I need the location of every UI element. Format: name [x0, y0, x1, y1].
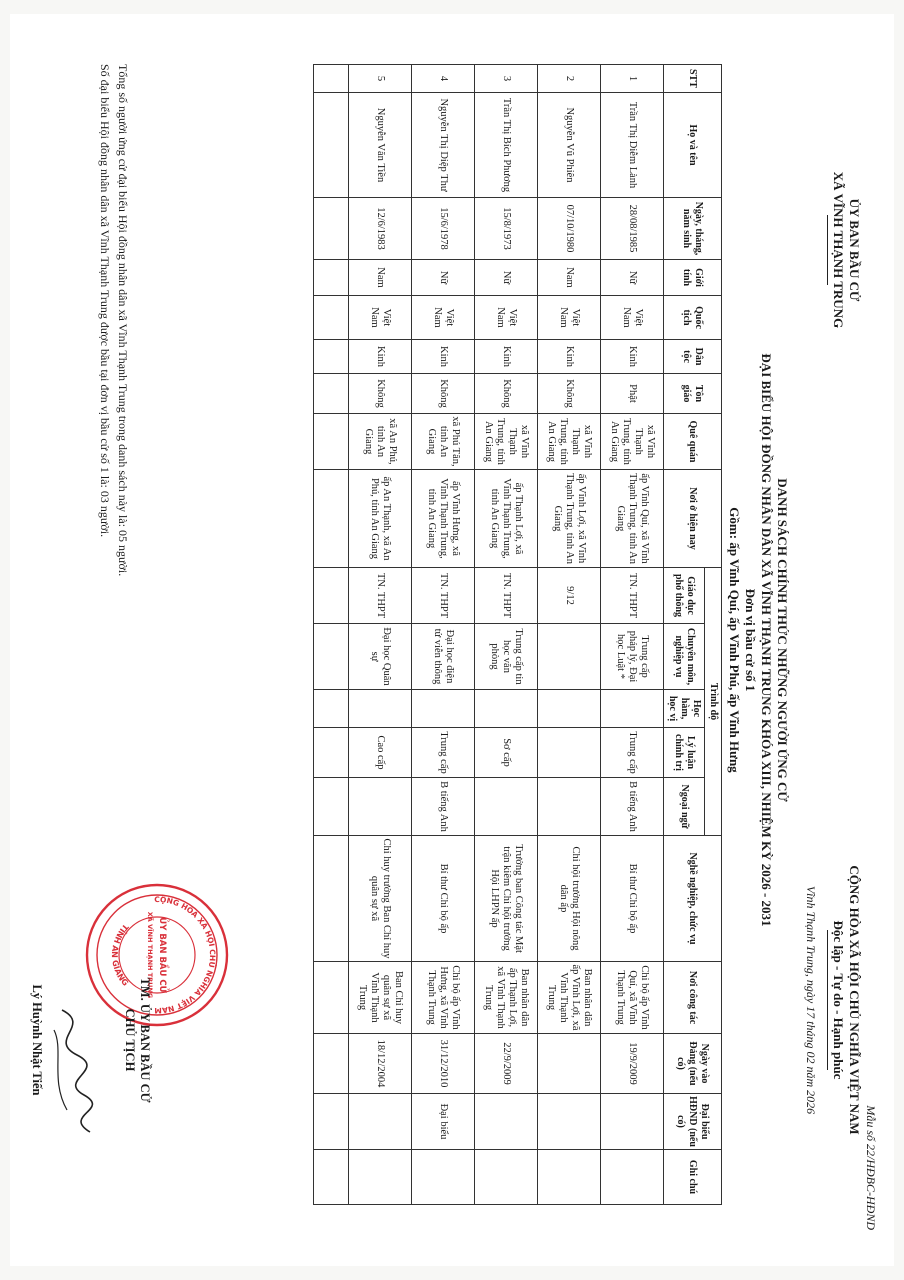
cell-religion: Không [349, 374, 412, 414]
cell-party-date: 31/12/2010 [412, 1034, 475, 1094]
issuer-line-2: XÃ VĨNH THẠNH TRUNG [831, 171, 846, 329]
cell-stt: 2 [538, 65, 601, 93]
cell-language: B tiếng Anh [412, 778, 475, 836]
cell-ethnicity: Kinh [601, 340, 664, 374]
cell-residence: ấp Thạnh Lợi, xã Vĩnh Thạnh Trung, tỉnh An Giang [475, 470, 538, 568]
cell-name: Trần Thị Bích Phương [475, 93, 538, 198]
cell-gender: Nam [538, 260, 601, 296]
cell-nationality: Việt Nam [601, 296, 664, 340]
cell-academic [349, 690, 412, 728]
cell-workplace: Chi bộ ấp Vĩnh Hưng, xã Vĩnh Thạnh Trung [412, 962, 475, 1034]
seal-inner-line-2: XÃ VĨNH THẠNH TRUNG [146, 911, 154, 999]
blank-cell [314, 414, 349, 470]
cell-gender: Nữ [412, 260, 475, 296]
cell-stt: 3 [475, 65, 538, 93]
cell-religion: Không [538, 374, 601, 414]
cell-ethnicity: Kinh [349, 340, 412, 374]
cell-religion: Phật [601, 374, 664, 414]
table-row [475, 65, 538, 1205]
form-number: Mẫu số 22/HĐBC-HĐND [864, 1105, 878, 1230]
cell-residence: ấp Vĩnh Hưng, xã Vĩnh Thạnh Trung, tỉnh An Giang [412, 470, 475, 568]
blank-cell [314, 624, 349, 690]
cell-academic [601, 690, 664, 728]
cell-workplace: Ban Chỉ huy quân sự xã Vĩnh Thạnh Trung [349, 962, 412, 1034]
cell-occupation: Chỉ huy trưởng Ban Chỉ huy quân sự xã [349, 836, 412, 962]
cell-dob: 15/8/1973 [475, 198, 538, 260]
blank-cell [314, 340, 349, 374]
cell-professional: Đại học điện tử viễn thông [412, 624, 475, 690]
blank-cell [314, 728, 349, 778]
cell-language [349, 778, 412, 836]
cell-gender: Nữ [475, 260, 538, 296]
blank-cell [314, 260, 349, 296]
col-stt: STT [664, 65, 722, 93]
cell-language: B tiếng Anh [601, 778, 664, 836]
cell-nationality: Việt Nam [475, 296, 538, 340]
footer-summary [96, 64, 132, 964]
cell-hdnd: Đại biểu [412, 1094, 475, 1150]
issuer-line-1: ỦY BAN BẦU CỬ [847, 198, 862, 302]
cell-gender: Nữ [601, 260, 664, 296]
blank-cell [314, 568, 349, 624]
cell-professional: Trung cấp pháp lý, Đại học Luật * [601, 624, 664, 690]
cell-note [475, 1150, 538, 1205]
cell-hdnd [601, 1094, 664, 1150]
col-language: Ngoại ngữ [664, 778, 705, 836]
col-general-edu: Giáo dục phổ thông [664, 568, 705, 624]
blank-cell [314, 374, 349, 414]
col-party-date: Ngày vào Đảng (nếu có) [664, 1034, 722, 1094]
col-dob: Ngày, tháng, năm sinh [664, 198, 722, 260]
blank-cell [314, 962, 349, 1034]
cell-hometown: xã Vĩnh Thạnh Trung, tỉnh An Giang [538, 414, 601, 470]
cell-dob: 28/08/1985 [601, 198, 664, 260]
blank-cell [314, 1034, 349, 1094]
col-ethnicity: Dân tộc [664, 340, 722, 374]
cell-name: Trần Thị Diễm Lành [601, 93, 664, 198]
cell-general-edu: TN. THPT [412, 568, 475, 624]
cell-party-date [538, 1034, 601, 1094]
cell-general-edu: TN. THPT [475, 568, 538, 624]
cell-political: Trung cấp [601, 728, 664, 778]
cell-residence: ấp Vĩnh Quí, xã Vĩnh Thạnh Trung, tỉnh An Giang [601, 470, 664, 568]
seal-inner-line-1: ỦY BAN BẦU CỬ [157, 917, 167, 993]
cell-academic [538, 690, 601, 728]
sign-title: CHỦ TỊCH [123, 1008, 137, 1072]
cell-ethnicity: Kinh [412, 340, 475, 374]
issuer-header [827, 120, 862, 380]
title-line-2: ĐẠI BIỂU HỘI ĐỒNG NHÂN DÂN XÃ VĨNH THẠNH TRUNG KHÓA XIII, NHIỆM KỲ 2026 - 2031 [759, 353, 774, 927]
cell-professional [538, 624, 601, 690]
blank-cell [314, 1094, 349, 1150]
title-line-1: DANH SÁCH CHÍNH THỨC NHỮNG NGƯỜI ỨNG CỬ [775, 478, 790, 802]
blank-cell [314, 1150, 349, 1205]
seal-province-text: TỈNH AN GIANG [109, 922, 131, 988]
cell-dob: 07/10/1980 [538, 198, 601, 260]
cell-name: Nguyễn Thị Diệp Thư [412, 93, 475, 198]
cell-hdnd [475, 1094, 538, 1150]
issuer-underline [827, 215, 828, 285]
candidate-table-wrap [313, 64, 722, 1204]
table-row-blank [314, 65, 349, 1205]
cell-hometown: xã Phú Tân, tỉnh An Giang [412, 414, 475, 470]
blank-cell [314, 296, 349, 340]
cell-political: Trung cấp [412, 728, 475, 778]
col-hdnd: Đại biểu HĐND (nếu có) [664, 1094, 722, 1150]
col-religion: Tôn giáo [664, 374, 722, 414]
cell-academic [475, 690, 538, 728]
cell-nationality: Việt Nam [538, 296, 601, 340]
blank-cell [314, 93, 349, 198]
sign-organization: TM. ỦY BAN BẦU CỬ [138, 977, 152, 1103]
cell-stt: 4 [412, 65, 475, 93]
national-motto: Độc lập - Tự do - Hạnh phúc [831, 920, 846, 1080]
cell-general-edu: TN. THPT [349, 568, 412, 624]
cell-occupation: Bí thư Chi bộ ấp [412, 836, 475, 962]
candidate-table [313, 64, 722, 1205]
cell-workplace: Ban nhân dân ấp Vĩnh Lợi, xã Vĩnh Thạnh Trung [538, 962, 601, 1034]
cell-occupation: Bí thư Chi bộ ấp [601, 836, 664, 962]
col-education-group: Trình độ [705, 568, 722, 836]
national-header [827, 800, 862, 1200]
cell-note [349, 1150, 412, 1205]
cell-nationality: Việt Nam [412, 296, 475, 340]
cell-language [475, 778, 538, 836]
cell-academic [412, 690, 475, 728]
footer-total: Tổng số người ứng cử đại biểu Hội đồng nhân dân xã Vĩnh Thạnh Trung trong danh sách này là: 05 người. [116, 64, 130, 577]
cell-name: Nguyễn Vũ Phiên [538, 93, 601, 198]
electoral-unit: Đơn vị bầu cử số 1 [743, 588, 758, 692]
blank-cell [314, 778, 349, 836]
cell-general-edu: 9/12 [538, 568, 601, 624]
cell-political [538, 728, 601, 778]
date-line: Vĩnh Thạnh Trung, ngày 17 tháng 02 năm 2026 [804, 885, 818, 1115]
cell-professional: Trung cấp tin học văn phòng [475, 624, 538, 690]
cell-nationality: Việt Nam [349, 296, 412, 340]
col-note: Ghi chú [664, 1150, 722, 1205]
col-gender: Giới tính [664, 260, 722, 296]
col-nationality: Quốc tịch [664, 296, 722, 340]
seal-outer-text: CỘNG HÒA XÃ HỘI CHỦ NGHĨA VIỆT NAM [154, 894, 218, 1016]
cell-language [538, 778, 601, 836]
col-occupation: Nghề nghiệp, chức vụ [664, 836, 722, 962]
cell-religion: Không [412, 374, 475, 414]
cell-stt: 1 [601, 65, 664, 93]
cell-occupation: Chi hội trưởng Hội nông dân ấp [538, 836, 601, 962]
blank-cell [314, 65, 349, 93]
motto-underline [827, 930, 828, 1070]
col-political: Lý luận chính trị [664, 728, 705, 778]
cell-gender: Nam [349, 260, 412, 296]
cell-dob: 15/6/1978 [412, 198, 475, 260]
national-title: CỘNG HÒA XÃ HỘI CHỦ NGHĨA VIỆT NAM [847, 865, 862, 1135]
cell-ethnicity: Kinh [475, 340, 538, 374]
cell-hometown: xã Vĩnh Thạnh Trung, tỉnh An Giang [601, 414, 664, 470]
cell-name: Nguyễn Văn Tiền [349, 93, 412, 198]
cell-stt: 5 [349, 65, 412, 93]
cell-professional: Đại học Quân sự [349, 624, 412, 690]
cell-political: Cao cấp [349, 728, 412, 778]
unit-includes: Gồm: ấp Vĩnh Quí, ấp Vĩnh Phú, ấp Vĩnh Hưng [727, 507, 742, 773]
signature-block [29, 900, 152, 1180]
rotated-document [30, 40, 878, 1240]
cell-note [538, 1150, 601, 1205]
cell-hdnd [538, 1094, 601, 1150]
blank-cell [314, 198, 349, 260]
cell-religion: Không [475, 374, 538, 414]
signature-space [44, 900, 122, 1180]
table-row [412, 65, 475, 1205]
cell-party-date: 18/12/2004 [349, 1034, 412, 1094]
cell-occupation: Trưởng ban Công tác Mặt trận kiêm Chi hội trưởng Hội LHPN ấp [475, 836, 538, 962]
cell-general-edu: TN. THPT [601, 568, 664, 624]
cell-workplace: Chi bộ ấp Vĩnh Quí, xã Vĩnh Thạnh Trung [601, 962, 664, 1034]
document-titles [726, 240, 790, 1040]
col-hometown: Quê quán [664, 414, 722, 470]
col-residence: Nơi ở hiện nay [664, 470, 722, 568]
candidate-rows [314, 65, 664, 1205]
cell-dob: 12/6/1983 [349, 198, 412, 260]
cell-political: Sơ cấp [475, 728, 538, 778]
cell-note [601, 1150, 664, 1205]
table-row [601, 65, 664, 1205]
col-name: Họ và tên [664, 93, 722, 198]
signer-name: Lý Huỳnh Nhật Tiến [30, 984, 44, 1096]
cell-note [412, 1150, 475, 1205]
cell-residence: ấp An Thạnh, xã An Phú, tỉnh An Giang [349, 470, 412, 568]
cell-workplace: Ban nhân dân ấp Thạnh Lợi, xã Vĩnh Thạnh Trung [475, 962, 538, 1034]
col-academic: Học hàm, học vị [664, 690, 705, 728]
cell-hometown: xã An Phú, tỉnh An Giang [349, 414, 412, 470]
col-professional: Chuyên môn, nghiệp vụ [664, 624, 705, 690]
table-row [349, 65, 412, 1205]
cell-residence: ấp Vĩnh Lợi, xã Vĩnh Thạnh Trung, tỉnh An Giang [538, 470, 601, 568]
cell-party-date: 22/9/2009 [475, 1034, 538, 1094]
cell-hometown: xã Vĩnh Thạnh Trung, tỉnh An Giang [475, 414, 538, 470]
cell-party-date: 19/9/2009 [601, 1034, 664, 1094]
header-row-1 [705, 65, 722, 1205]
cell-hdnd [349, 1094, 412, 1150]
table-row [538, 65, 601, 1205]
col-workplace: Nơi công tác [664, 962, 722, 1034]
blank-cell [314, 470, 349, 568]
blank-cell [314, 836, 349, 962]
cell-ethnicity: Kinh [538, 340, 601, 374]
footer-seats: Số đại biểu Hội đồng nhân dân xã Vĩnh Thạnh Trung được bầu tại đơn vị bầu cử số 1 là: 03 người. [98, 64, 112, 538]
blank-cell [314, 690, 349, 728]
